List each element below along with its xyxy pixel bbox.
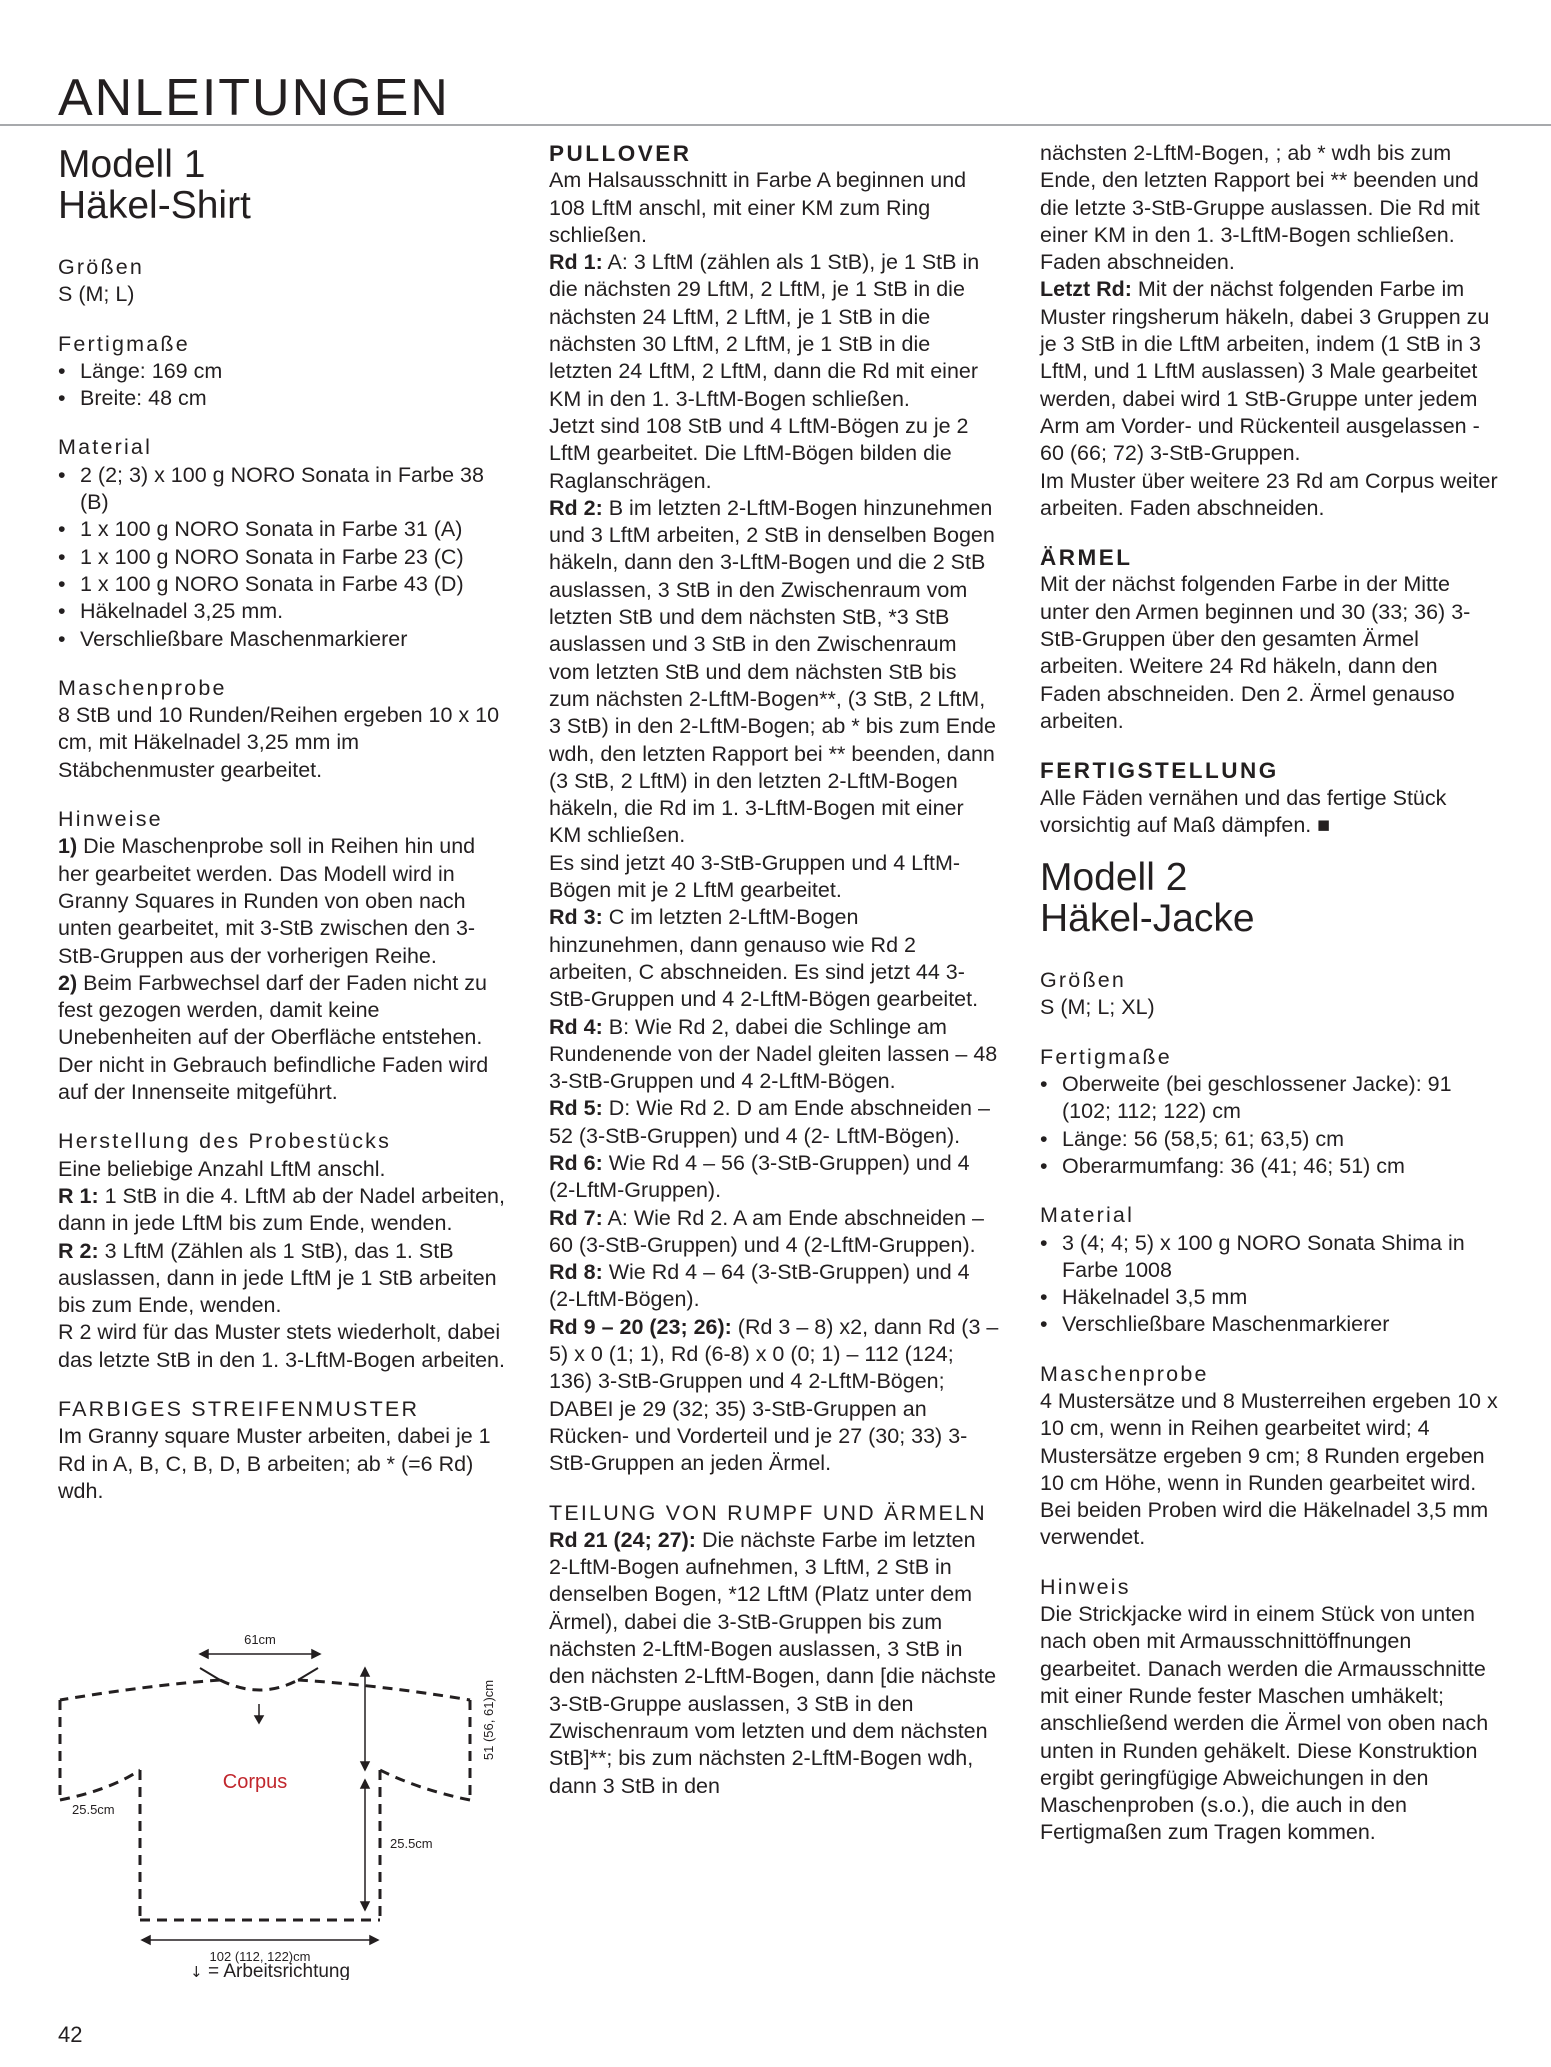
round-9-20: Rd 9 – 20 (23; 26): (Rd 3 – 8) x2, dann Rd (3 – 5) x 0 (1; 1), Rd (6-8) x 0 (0; 1) – 112 (124; 136) 3-StB-Gruppen und 4 2-LftM-Bögen; DABEI je 29 (32; 35) 3-StB-Gruppen an Rücken- und Vorderteil und je 27 (30; 33) 3-StB-Gruppen an jeden Ärmel. (549, 1314, 999, 1476)
legend-text: = Arbeitsrichtung (208, 1961, 351, 1980)
header-divider (0, 124, 1551, 126)
round-1-note: Jetzt sind 108 StB und 4 LftM-Bögen zu je 2 LftM gearbeitet. Die LftM-Bögen bilden die Raglanschrägen. (549, 413, 969, 493)
row-1-instruction: R 1: 1 StB in die 4. LftM ab der Nadel arbeiten, dann in jede LftM bis zum Ende, wenden. (58, 1183, 505, 1236)
round-3: Rd 3: C im letzten 2-LftM-Bogen hinzunehmen, dann genauso wie Rd 2 arbeiten, C abschneiden. Es sind jetzt 44 3-StB-Gruppen und 4 2-LftM-Bögen gearbeitet. (549, 905, 979, 1012)
list-item: • 1 x 100 g NORO Sonata in Farbe 43 (D) (58, 571, 508, 598)
pullover-heading: PULLOVER (549, 141, 692, 166)
sleeve-right-label: 25.5cm (390, 1836, 433, 1851)
fertigmasse-heading: Fertigmaße (1040, 1044, 1172, 1069)
list-item: • Häkelnadel 3,5 mm (1040, 1284, 1500, 1311)
hinweis-text: Die Strickjacke wird in einem Stück von unten nach oben mit Armausschnittöffnungen gearbeitet. Danach werden die Armausschnitte mit einer Runde fester Maschen umhäkelt; anschließend werden die Ärmel von oben nach unten in Runden gehäkelt. Diese Konstruktion ergibt geringfügige Abweichungen in den Maschenproben (s.o.), die auch in den Fertigmaßen zum Tragen kommen. (1040, 1602, 1489, 1845)
material-list (1040, 1230, 1500, 1339)
list-item: • Verschließbare Maschenmarkierer (58, 626, 508, 653)
model-2-title: Modell 2 Häkel-Jacke (1040, 856, 1255, 941)
garment-schematic (50, 1620, 520, 1980)
list-item: • Länge: 56 (58,5; 61; 63,5) cm (1040, 1126, 1500, 1153)
width-label: 102 (112, 122)cm (209, 1949, 311, 1964)
round-2-note: Es sind jetzt 40 3-StB-Gruppen und 4 LftM-Bögen mit je 2 LftM gearbeitet. (549, 850, 961, 903)
row-2-instruction: R 2: 3 LftM (Zählen als 1 StB), das 1. StB auslassen, dann in jede LftM je 1 StB arbeiten bis zum Ende, wenden. (58, 1238, 497, 1318)
corpus-label: Corpus (222, 1771, 288, 1793)
arrow-head (361, 1762, 369, 1770)
arrow-head (200, 1650, 208, 1658)
neck-left-yoke-line (200, 1668, 220, 1680)
list-item: • 2 (2; 3) x 100 g NORO Sonata in Farbe 38 (B) (58, 462, 508, 517)
streifenmuster-heading: FARBIGES STREIFENMUSTER (58, 1396, 420, 1421)
fertigmasse-heading: Fertigmaße (58, 331, 190, 356)
sizes-heading: Größen (1040, 968, 1127, 993)
page-number: 42 (58, 2022, 83, 2047)
list-item: • Verschließbare Maschenmarkierer (1040, 1311, 1500, 1338)
hinweise-heading: Hinweise (58, 807, 163, 832)
column-3 (1040, 140, 1500, 1847)
round-5: Rd 5: D: Wie Rd 2. D am Ende abschneiden – 52 (3-StB-Gruppen) und 4 (2- LftM-Bögen). (549, 1096, 990, 1148)
list-item: • 3 (4; 4; 5) x 100 g NORO Sonata Shima in Farbe 1008 (1040, 1230, 1500, 1285)
list-item: • 1 x 100 g NORO Sonata in Farbe 31 (A) (58, 516, 508, 543)
round-6: Rd 6: Wie Rd 4 – 56 (3-StB-Gruppen) und 4 (2-LftM-Gruppen). (549, 1150, 970, 1203)
maschenprobe-heading: Maschenprobe (1040, 1361, 1209, 1386)
list-item: • Breite: 48 cm (58, 385, 508, 412)
streifenmuster-text: Im Granny square Muster arbeiten, dabei je 1 Rd in A, B, C, B, D, B arbeiten; ab * (=6 Rd) wdh. (58, 1424, 491, 1503)
left-sleeve-top (60, 1680, 220, 1700)
fertigstellung-text: Alle Fäden vernähen und das fertige Stück vorsichtig auf Maß dämpfen. ■ (1040, 785, 1447, 837)
hinweis-1: 1) Die Maschenprobe soll in Reihen hin und her gearbeitet werden. Das Modell wird in Granny Squares in Runden von oben nach unten gearbeitet, mit 3-StB zwischen den 3-StB-Gruppen aus der vorherigen Reihe. (58, 834, 476, 968)
list-item: • Oberarmumfang: 36 (41; 46; 51) cm (1040, 1153, 1500, 1180)
round-7: Rd 7: A: Wie Rd 2. A am Ende abschneiden – 60 (3-StB-Gruppen) und 4 (2-LftM-Gruppen). (549, 1205, 985, 1257)
page-header-title: ANLEITUNGEN (58, 69, 450, 127)
row-2-repeat-note: R 2 wird für das Muster stets wiederholt, dabei das letzte StB in den 1. 3-LftM-Bogen arbeiten. (58, 1320, 505, 1372)
sizes-value: S (M; L) (58, 282, 135, 307)
round-2: Rd 2: B im letzten 2-LftM-Bogen hinzunehmen und 3 LftM arbeiten, 2 StB in denselben Bogen häkeln, dann den 3-LftM-Bogen und die 2 StB auslassen, 3 StB in den Zwischenraum vom letzten StB und dem nächsten StB, *3 StB auslassen und 3 StB in den Zwischenraum vom letzten StB und dem nächsten StB bis zum nächsten 2-LftM-Bogen**, (3 StB, 2 LftM, 3 StB) in den 2-LftM-Bogen; ab * bis zum Ende wdh, den letzten Rapport bei ** beenden, dann (3 StB, 2 LftM) in den letzten 2-LftM-Bogen häkeln, die Rd im 1. 3-LftM-Bogen mit einer KM schließen. (549, 495, 996, 848)
right-sleeve-top (298, 1680, 470, 1700)
neck-right-yoke-line (298, 1668, 318, 1680)
hinweis-heading: Hinweis (1040, 1574, 1131, 1599)
list-item: • 1 x 100 g NORO Sonata in Farbe 23 (C) (58, 544, 508, 571)
arrow-head (370, 1936, 378, 1944)
sizes-value: S (M; L; XL) (1040, 995, 1155, 1020)
round-1: Rd 1: A: 3 LftM (zählen als 1 StB), je 1 StB in die nächsten 29 LftM, 2 LftM, je 1 StB in die nächsten 24 LftM, 2 LftM, je 1 StB in die nächsten 30 LftM, 2 LftM, je 1 StB in die letzten 24 LftM, 2 LftM, dann die Rd mit einer KM in den 1. 3-LftM-Bogen schließen. (549, 250, 980, 411)
round-4: Rd 4: B: Wie Rd 2, dabei die Schlinge am Rundenende von der Nadel gleiten lassen – 48 3-StB-Gruppen und 4 2-LftM-Bögen. (549, 1014, 998, 1094)
material-list (58, 462, 508, 653)
herstellung-intro: Eine beliebige Anzahl LftM anschl. (58, 1156, 386, 1181)
maschenprobe-text: 4 Mustersätze und 8 Musterreihen ergeben 10 x 10 cm, wenn in Reihen gearbeitet wird; 4 Mustersätze ergeben 9 cm; 8 Runden ergeben 10 cm Höhe, wenn in Runden gearbeitet wird. Bei beiden Proben wird die Häkelnadel 3,5 mm verwendet. (1040, 1388, 1498, 1550)
arrow-head (142, 1936, 150, 1944)
round-8: Rd 8: Wie Rd 4 – 64 (3-StB-Gruppen) und 4 (2-LftM-Bögen). (549, 1260, 970, 1312)
round-21-continued: nächsten 2-LftM-Bogen, ; ab * wdh bis zum Ende, den letzten Rapport bei ** beenden und die letzte 3-StB-Gruppe auslassen. Die Rd mit einer KM in den 1. 3-LftM-Bogen schließen. Faden abschneiden. (1040, 141, 1480, 275)
list-item: • Länge: 169 cm (58, 358, 508, 385)
column-2 (549, 140, 999, 1800)
right-sleeve-underside (380, 1770, 470, 1800)
arrow-head (361, 1902, 369, 1910)
pullover-intro: Am Halsausschnitt in Farbe A beginnen und 108 LftM anschl, mit einer KM zum Ring schließen. (549, 168, 967, 247)
material-heading: Material (1040, 1203, 1135, 1228)
fertigmasse-list (1040, 1071, 1500, 1180)
aermel-heading: ÄRMEL (1040, 545, 1133, 571)
material-heading: Material (58, 435, 153, 460)
maschenprobe-heading: Maschenprobe (58, 675, 227, 700)
arrow-head (361, 1668, 369, 1676)
maschenprobe-text: 8 StB und 10 Runden/Reihen ergeben 10 x 10 cm, mit Häkelnadel 3,25 mm im Stäbchenmuster gearbeitet. (58, 703, 500, 782)
round-21: Rd 21 (24; 27): Die nächste Farbe im letzten 2-LftM-Bogen aufnehmen, 3 LftM, 2 StB in denselben Bogen, *12 LftM (Platz unter dem Ärmel), dabei die 3-StB-Gruppen bis zum nächsten 2-LftM-Bogen auslassen, 3 StB in den nächsten 2-LftM-Bogen, dann [die nächste 3-StB-Gruppe auslassen, 3 StB in den Zwischenraum vom letzten und dem nächsten StB]**; bis zum nächsten 2-LftM-Bogen wdh, dann 3 StB in den (549, 1527, 997, 1798)
herstellung-heading: Herstellung des Probestücks (58, 1129, 392, 1154)
sleeve-left-label: 25.5cm (72, 1802, 115, 1817)
sizes-heading: Größen (58, 255, 145, 279)
legend-arrow-icon: ↓ (190, 1963, 203, 1980)
fertigstellung-heading: FERTIGSTELLUNG (1040, 758, 1279, 784)
last-round-note: Im Muster über weitere 23 Rd am Corpus weiter arbeiten. Faden abschneiden. (1040, 468, 1498, 520)
column-1 (58, 140, 508, 1505)
arrow-head (312, 1650, 320, 1658)
aermel-text: Mit der nächst folgenden Farbe in der Mitte unter den Armen beginnen und 30 (33; 36) 3-StB-Gruppen über den gesamten Ärmel arbeiten. Weitere 24 Rd häkeln, dann den Faden abschneiden. Den 2. Ärmel genauso arbeiten. (1040, 572, 1471, 733)
teilung-heading: TEILUNG VON RUMPF UND ÄRMELN (549, 1500, 987, 1525)
neck-label: 61cm (244, 1632, 276, 1647)
end-mark-icon: ■ (1317, 812, 1331, 837)
neckline (220, 1680, 298, 1690)
arrow-head (361, 1780, 369, 1788)
fertigmasse-list (58, 358, 508, 413)
list-item: • Häkelnadel 3,25 mm. (58, 598, 508, 625)
model-1-title: Modell 1 Häkel-Shirt (58, 143, 251, 227)
arrow-head (255, 1716, 263, 1723)
last-round: Letzt Rd: Mit der nächst folgenden Farbe im Muster ringsherum häkeln, dabei 3 Gruppen zu je 3 StB in die LftM arbeiten, indem (1 StB in 3 LftM, und 1 LftM auslassen) 3 Male gearbeitet werden, dabei wird 1 StB-Gruppe unter jedem Arm am Vorder- und Rückenteil ausgelassen - 60 (66; 72) 3-StB-Gruppen. (1040, 277, 1490, 466)
left-sleeve-underside (60, 1770, 140, 1800)
hinweis-2: 2) Beim Farbwechsel darf der Faden nicht zu fest gezogen werden, damit keine Unebenheiten auf der Oberfläche entstehen. Der nicht in Gebrauch befindliche Faden wird auf der Innenseite mitgeführt. (58, 970, 489, 1105)
list-item: • Oberweite (bei geschlossener Jacke): 91 (102; 112; 122) cm (1040, 1071, 1500, 1126)
height-label: 51 (56, 61)cm (481, 1679, 496, 1761)
